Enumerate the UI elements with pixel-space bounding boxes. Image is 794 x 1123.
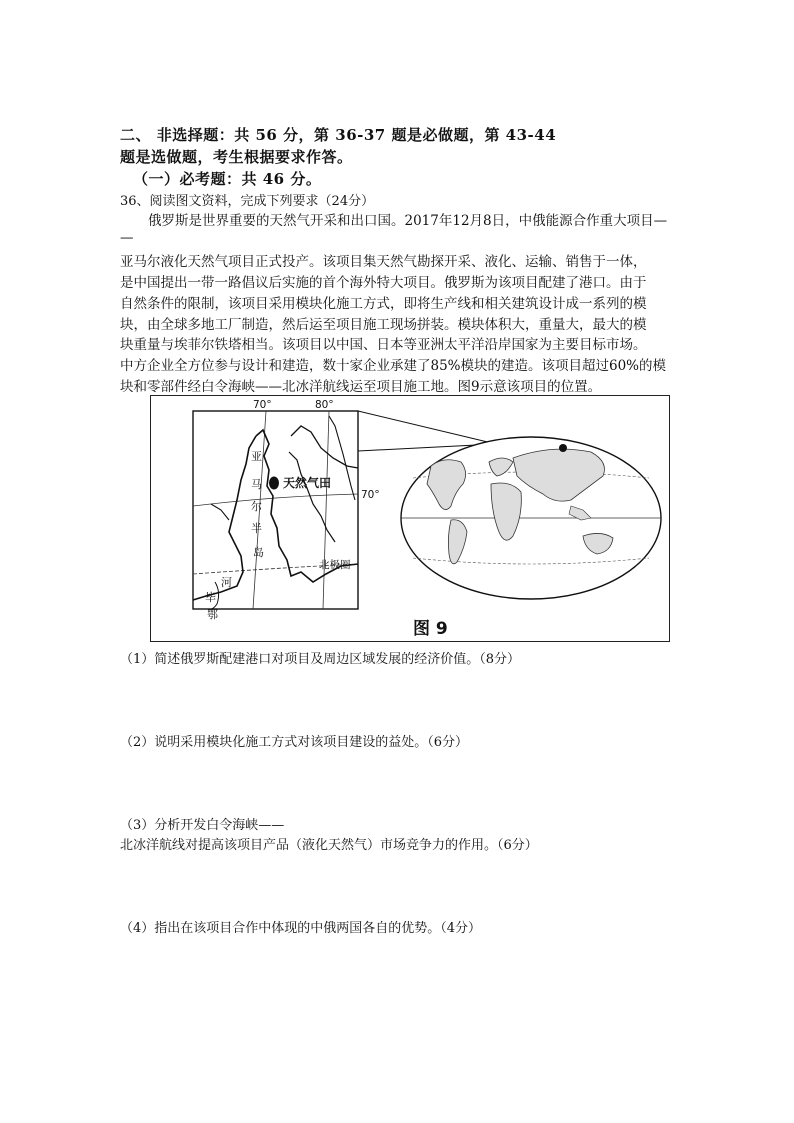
paragraph-line: 亚马尔液化天然气项目正式投产。该项目集天然气勘探开采、液化、运输、销售于一体， [120,254,647,270]
sub-heading: （一）必考题：共 46 分。 [133,170,322,188]
question-number-line: 36、阅读图文资料，完成下列要求（24分） [120,194,375,209]
gas-field-marker [269,477,279,490]
figure-9 [150,395,670,642]
lon-label-80: 80° [315,399,334,411]
connector-top [358,411,496,444]
paragraph-line: — [120,230,134,246]
project-location-marker [559,444,567,452]
paragraph-line: 是中国提出一带一路倡议后实施的首个海外特大项目。俄罗斯为该项目配建了港口。由于 [120,275,647,291]
paragraph-line: 块，由全球多地工厂制造，然后运至项目施工现场拼装。模块体积大，重量大，最大的模 [120,317,647,333]
arctic-circle-label: 北极圈 [319,559,351,571]
peninsula-char: 半 [251,522,262,535]
sub-question-2: （2）说明采用模块化施工方式对该项目建设的益处。（6分） [120,735,469,750]
peninsula-char: 岛 [253,546,264,559]
peninsula-char: 马 [251,478,262,491]
sub-question-1: （1）简述俄罗斯配建港口对项目及周边区域发展的经济价值。（8分） [120,652,521,667]
peninsula-char: 尔 [251,500,262,513]
paragraph-line: 块重量与埃菲尔铁塔相当。该项目以中国、日本等亚洲太平洋沿岸国家为主要目标市场。 [120,337,647,353]
sub-question-4: （4）指出在该项目合作中体现的中俄两国各自的优势。（4分） [120,921,482,936]
sub-question-3-part2: 北冰洋航线对提高该项目产品（液化天然气）市场竞争力的作用。（6分） [120,838,538,853]
river-char: 河 [221,576,232,589]
sub-question-3-part1: （3）分析开发白令海峡—— [120,818,285,833]
paragraph-line: 俄罗斯是世界重要的天然气开采和出口国。2017年12月8日，中俄能源合作重大项目— [148,213,668,229]
paragraph-line: 块和零部件经白令海峡——北冰洋航线运至项目施工地。图9示意该项目的位置。 [120,379,602,395]
gas-field-label: 天然气田 [283,476,332,490]
paragraph-line: 自然条件的限制，该项目采用模块化施工方式，即将生产线和相关建筑设计成一系列的模 [120,296,647,312]
lon-label-70: 70° [253,399,272,411]
figure-9-svg [151,396,671,643]
river-char: 鄂 [207,608,218,621]
inset-map-frame [193,411,358,609]
section-heading-line1: 二、 非选择题：共 56 分，第 36-37 题是必做题，第 43-44 [120,126,557,144]
river-char: 毕 [205,591,216,604]
section-heading-line2: 题是选做题，考生根据要求作答。 [120,148,353,166]
lat-label-70: 70° [361,489,380,501]
figure-caption: 图 9 [413,619,448,639]
paragraph-line: 中方企业全方位参与设计和建造，数十家企业承建了85%模块的建造。该项目超过60%的模 [120,358,667,374]
peninsula-char: 亚 [251,450,262,463]
